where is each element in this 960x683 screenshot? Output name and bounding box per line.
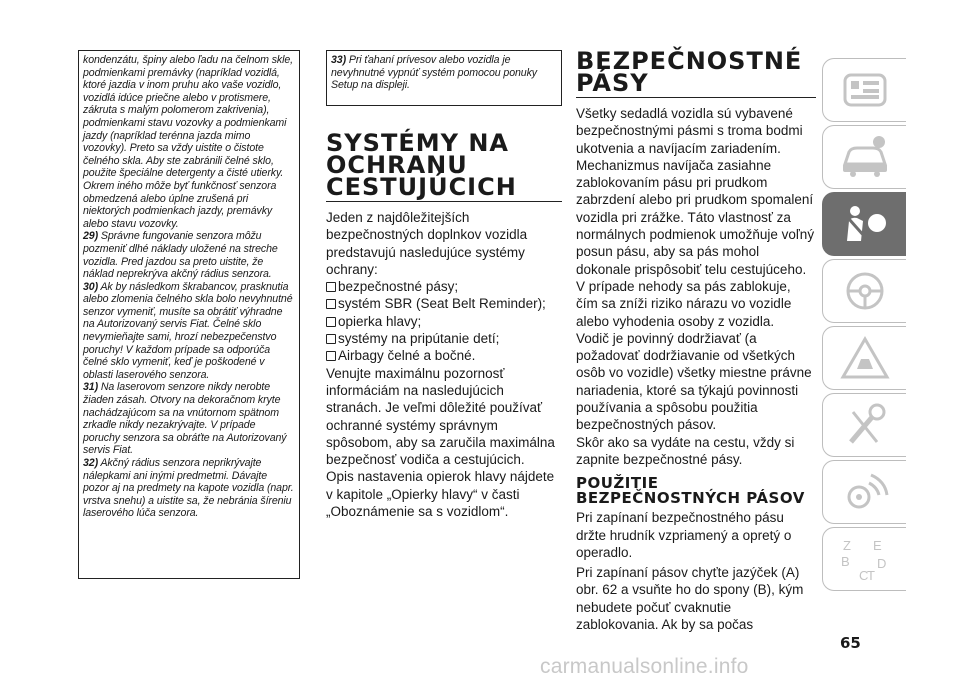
checkbox-bullet-icon bbox=[326, 351, 336, 361]
index-letter: Z bbox=[843, 538, 851, 553]
note-31: 31) Na laserovom senzore nikdy nerobte žiaden zásah. Otvory na dekoračnom kryte nachádzajúcom sa na vnútornom spätnom zrkadle nikdy nezakrývajte. V prípade poruchy senzora sa obráťte na Autorizovaný servis Fiat. bbox=[83, 381, 287, 457]
warning-triangle-icon bbox=[839, 335, 891, 381]
index-letter: D bbox=[877, 556, 887, 571]
paragraph-posture: Pri zapínaní bezpečnostného pásu držte hrudník vzpriamený a opretý o operadlo. bbox=[576, 510, 792, 560]
note-continued: kondenzátu, špiny alebo ľadu na čelnom skle, podmienkami premávky (napríklad vozidlá, ktoré jazdia v inom pruhu ako vaše vozidlo, vozidlá idúce priečne alebo v protismere, zákruta s malým polomerom zakrivenia), podmienkami stavu vozovky a podmienkami jazdy (napríklad terénna jazda mimo vozovky). Preto sa vždy uistite o čistote čelného skla. Aby ste zabránili čelné sklo, použite špeciálne detergenty a čisté utierky. Okrem iného môže byť funkčnosť senzora obmedzená alebo úplne zrušená pri niektorých podmienkach jazdy, premávky alebo stavu vozovky. bbox=[83, 54, 294, 230]
note-30: 30) Ak by následkom škrabancov, prasknutia alebo zlomenia čelného skla bolo nevyhnutné senzor vymeniť, musíte sa obrátiť výhradne na Autorizovaný servis Fiat. Čelné sklo nevymieňajte sami, hrozí nebezpečenstvo poruchy! V každom prípade sa odporúča čelné sklo vymeniť, keď je poškodené v oblasti laserového senzora. bbox=[83, 280, 293, 381]
section-heading-systems: SYSTÉMY NA OCHRANU CESTUJÚCICH bbox=[326, 132, 562, 202]
column-right bbox=[576, 47, 816, 633]
column-left bbox=[78, 50, 300, 579]
chapter-tabs bbox=[822, 58, 906, 594]
checkbox-bullet-icon bbox=[326, 334, 336, 344]
intro-paragraph: Jeden z najdôležitejších bezpečnostných doplnkov vozidla predstavujú nasledujúce systémy ochrany: bbox=[326, 210, 528, 277]
tab-multimedia[interactable] bbox=[822, 460, 906, 524]
index-letter: B bbox=[841, 554, 850, 569]
checkbox-bullet-icon bbox=[326, 299, 336, 309]
paragraph-headrests: Opis nastavenia opierok hlavy nájdete v kapitole „Opierky hlavy“ v časti „Oboznámenie sa s vozidlom“. bbox=[326, 469, 555, 520]
checkbox-bullet-icon bbox=[326, 317, 336, 327]
index-letter: E bbox=[873, 538, 882, 553]
tab-car-info[interactable] bbox=[822, 125, 906, 189]
list-item: systémy na pripútanie detí; bbox=[326, 330, 562, 347]
index-letter: T bbox=[867, 568, 875, 582]
list-item: opierka hlavy; bbox=[326, 313, 562, 330]
tab-maintenance[interactable] bbox=[822, 393, 906, 457]
note-32: 32) Akčný rádius senzora neprikrývajte nálepkami ani inými predmetmi. Dávajte pozor aj na predmety na kapote vozidla (napr. vrstva snehu) a uistite sa, že nebránia šíreniu laserového lúča senzora. bbox=[83, 457, 294, 520]
index-letters-icon bbox=[839, 536, 891, 582]
protection-systems-list bbox=[326, 278, 562, 364]
note-33: 33) Pri ťahaní prívesov alebo vozidla je nevyhnutné vypnúť systém pomocou ponuky Setup na displeji. bbox=[331, 54, 537, 92]
watermark: carmanualsonline.info bbox=[540, 655, 749, 678]
paragraph-buckle: Pri zapínaní pásov chyťte jazýček (A) obr. 62 a vsuňte ho do spony (B), kým nebudete počuť cvaknutie zablokovania. Ak by sa počas bbox=[576, 565, 804, 633]
column-middle bbox=[326, 50, 562, 520]
note-box-33 bbox=[326, 50, 562, 106]
tab-emergency[interactable] bbox=[822, 326, 906, 390]
paragraph-driver-duty: Vodič je povinný dodržiavať (a požadovať dodržiavanie od všetkých osôb vo vozidle) všetky miestne právne nariadenia, ktoré sa týkajú povinnosti používania a spôsobu použitia bezpečnostných pásov. bbox=[576, 330, 812, 433]
warning-notes-box bbox=[78, 50, 300, 579]
list-item: systém SBR (Seat Belt Reminder); bbox=[326, 295, 562, 312]
section-heading-seatbelts: BEZPEČNOSTNÉ PÁSY bbox=[576, 50, 816, 98]
tab-index[interactable] bbox=[822, 527, 906, 591]
tools-icon bbox=[839, 402, 891, 448]
paragraph-seatbelts-intro: Všetky sedadlá vozidla sú vybavené bezpečnostnými pásmi s troma bodmi ukotvenia a navíjacím zariadením. Mechanizmus navíjača zasiahne zablokovaním pásu pri prudkom zabrzdení alebo pri prudkom spomalení vozidla pri zrážke. Táto vlastnosť za normálnych podmienok umožňuje voľný posun pásu, aby sa pás mohol dokonale prispôsobiť telu cestujúceho. V prípade nehody sa pás zablokuje, čím sa zníži riziko nárazu vo vozidle alebo vyhodenia osoby z vozidla. bbox=[576, 106, 815, 329]
note-29: 29) Správne fungovanie senzora môžu pozmeniť dlhé náklady uložené na streche vozidla. Pred jazdou sa preto uistite, že náklad neprekrýva akčný rádius senzora. bbox=[83, 230, 278, 281]
subheading-seatbelt-use: POUŽITIE BEZPEČNOSTNÝCH PÁSOV bbox=[576, 474, 805, 508]
car-dashboard-icon bbox=[839, 67, 891, 113]
tab-dashboard[interactable] bbox=[822, 58, 906, 122]
list-item: bezpečnostné pásy; bbox=[326, 278, 562, 295]
list-item: Airbagy čelné a bočné. bbox=[326, 347, 562, 364]
paragraph-fasten: Skôr ako sa vydáte na cestu, vždy si zapnite bezpečnostné pásy. bbox=[576, 434, 795, 467]
index-letter: C bbox=[859, 568, 869, 582]
steering-wheel-icon bbox=[839, 268, 891, 314]
page-number: 65 bbox=[840, 634, 861, 652]
tab-safety[interactable] bbox=[822, 192, 906, 256]
paragraph-attention: Venujte maximálnu pozornosť informáciám na nasledujúcich stranách. Je veľmi dôležité používať ochranné systémy správnym spôsobom, aby sa zaručila maximálna bezpečnosť vodiča a cestujúcich. bbox=[326, 365, 555, 468]
seatbelt-airbag-icon bbox=[839, 201, 891, 247]
car-info-icon bbox=[839, 134, 891, 180]
tab-driving[interactable] bbox=[822, 259, 906, 323]
checkbox-bullet-icon bbox=[326, 282, 336, 292]
telematics-icon bbox=[839, 469, 891, 515]
